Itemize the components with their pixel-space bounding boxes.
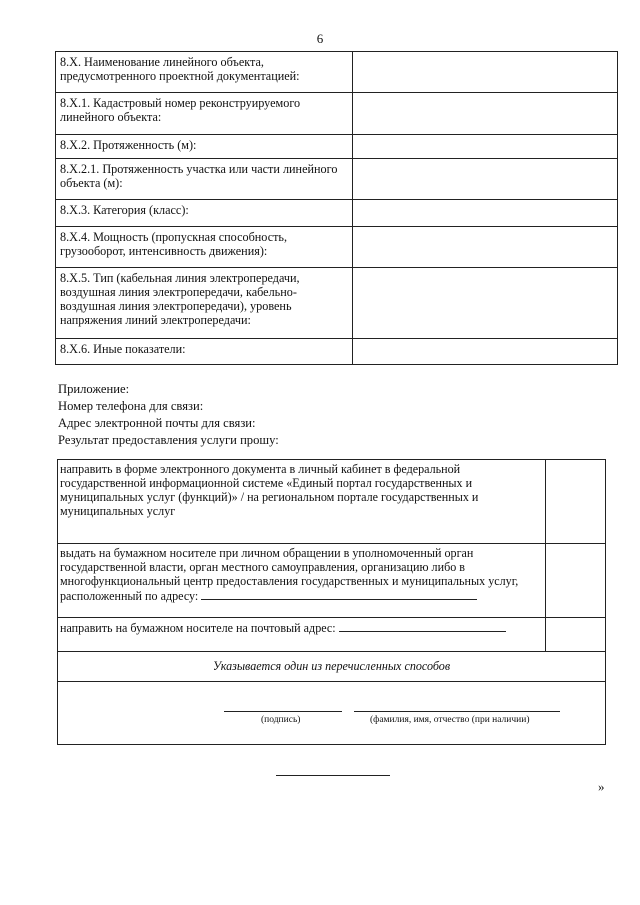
row-label: 8.Х.3. Категория (класс): [56, 200, 353, 227]
option-row [58, 544, 606, 618]
note-row [58, 652, 606, 682]
row-label: 8.Х.5. Тип (кабельная линия электропередачи, воздушная линия электропередачи, кабельно-воздушная линия электропередачи), уровень напряжения линий электропередачи: [56, 268, 353, 339]
option-text-cell [58, 618, 546, 652]
full-name-line[interactable] [354, 711, 560, 712]
table-row [56, 159, 618, 200]
option-text: направить в форме электронного документа в личный кабинет в федеральной государственной информационной системе «Единый портал государственных и муниципальных услуг (функций)» / на региональном портале государственных и муниципальных услуг [58, 460, 546, 544]
attachment-line [58, 382, 129, 397]
row-label: 8.Х.1. Кадастровый номер реконструируемого линейного объекта: [56, 93, 353, 135]
table-row [56, 339, 618, 365]
postal-address-input[interactable] [339, 620, 506, 632]
row-label: 8.Х. Наименование линейного объекта, предусмотренного проектной документацией: [56, 52, 353, 93]
option-text-cell [58, 544, 546, 618]
address-input[interactable] [201, 588, 477, 600]
attachment-label: Приложение: [58, 382, 130, 396]
footer-divider [276, 775, 390, 776]
table-row [56, 227, 618, 268]
signature-line[interactable] [224, 711, 342, 712]
full-name-label: (фамилия, имя, отчество (при наличии) [370, 715, 530, 725]
option-text: направить на бумажном носителе на почтовый адрес: [60, 621, 336, 635]
table-row [56, 200, 618, 227]
option-text: выдать на бумажном носителе при личном обращении в уполномоченный орган государственной власти, орган местного самоуправления, организацию либо в многофункциональный центр предоставления государственных и муниципальных услуг, расположенный по адресу: [60, 546, 519, 603]
signature-row [58, 682, 606, 745]
table-row [56, 52, 618, 93]
delivery-options-table [57, 459, 606, 745]
row-label: 8.Х.6. Иные показатели: [56, 339, 353, 365]
row-value-field[interactable] [353, 339, 618, 365]
email-label: Адрес электронной почты для связи: [58, 416, 256, 430]
table-row [56, 268, 618, 339]
option-checkbox[interactable] [545, 460, 605, 544]
row-value-field[interactable] [353, 227, 618, 268]
signature-cell [58, 682, 606, 745]
row-value-field[interactable] [353, 52, 618, 93]
row-value-field[interactable] [353, 159, 618, 200]
row-value-field[interactable] [353, 200, 618, 227]
option-row [58, 618, 606, 652]
row-value-field[interactable] [353, 135, 618, 159]
note-text: Указывается один из перечисленных способов [58, 652, 606, 682]
phone-label: Номер телефона для связи: [58, 399, 204, 413]
signature-label: (подпись) [261, 715, 301, 725]
row-value-field[interactable] [353, 93, 618, 135]
row-label: 8.Х.4. Мощность (пропускная способность, грузооборот, интенсивность движения): [56, 227, 353, 268]
table-row [56, 93, 618, 135]
option-checkbox[interactable] [545, 544, 605, 618]
page-number: 6 [316, 31, 324, 46]
row-label: 8.Х.2. Протяженность (м): [56, 135, 353, 159]
row-label: 8.Х.2.1. Протяженность участка или части линейного объекта (м): [56, 159, 353, 200]
option-row [58, 460, 606, 544]
phone-line [58, 399, 203, 414]
row-value-field[interactable] [353, 268, 618, 339]
closing-quote: » [598, 779, 605, 794]
result-label: Результат предоставления услуги прошу: [58, 433, 279, 447]
table-row [56, 135, 618, 159]
email-line [58, 416, 256, 431]
option-checkbox[interactable] [545, 618, 605, 652]
linear-object-table [55, 51, 618, 365]
